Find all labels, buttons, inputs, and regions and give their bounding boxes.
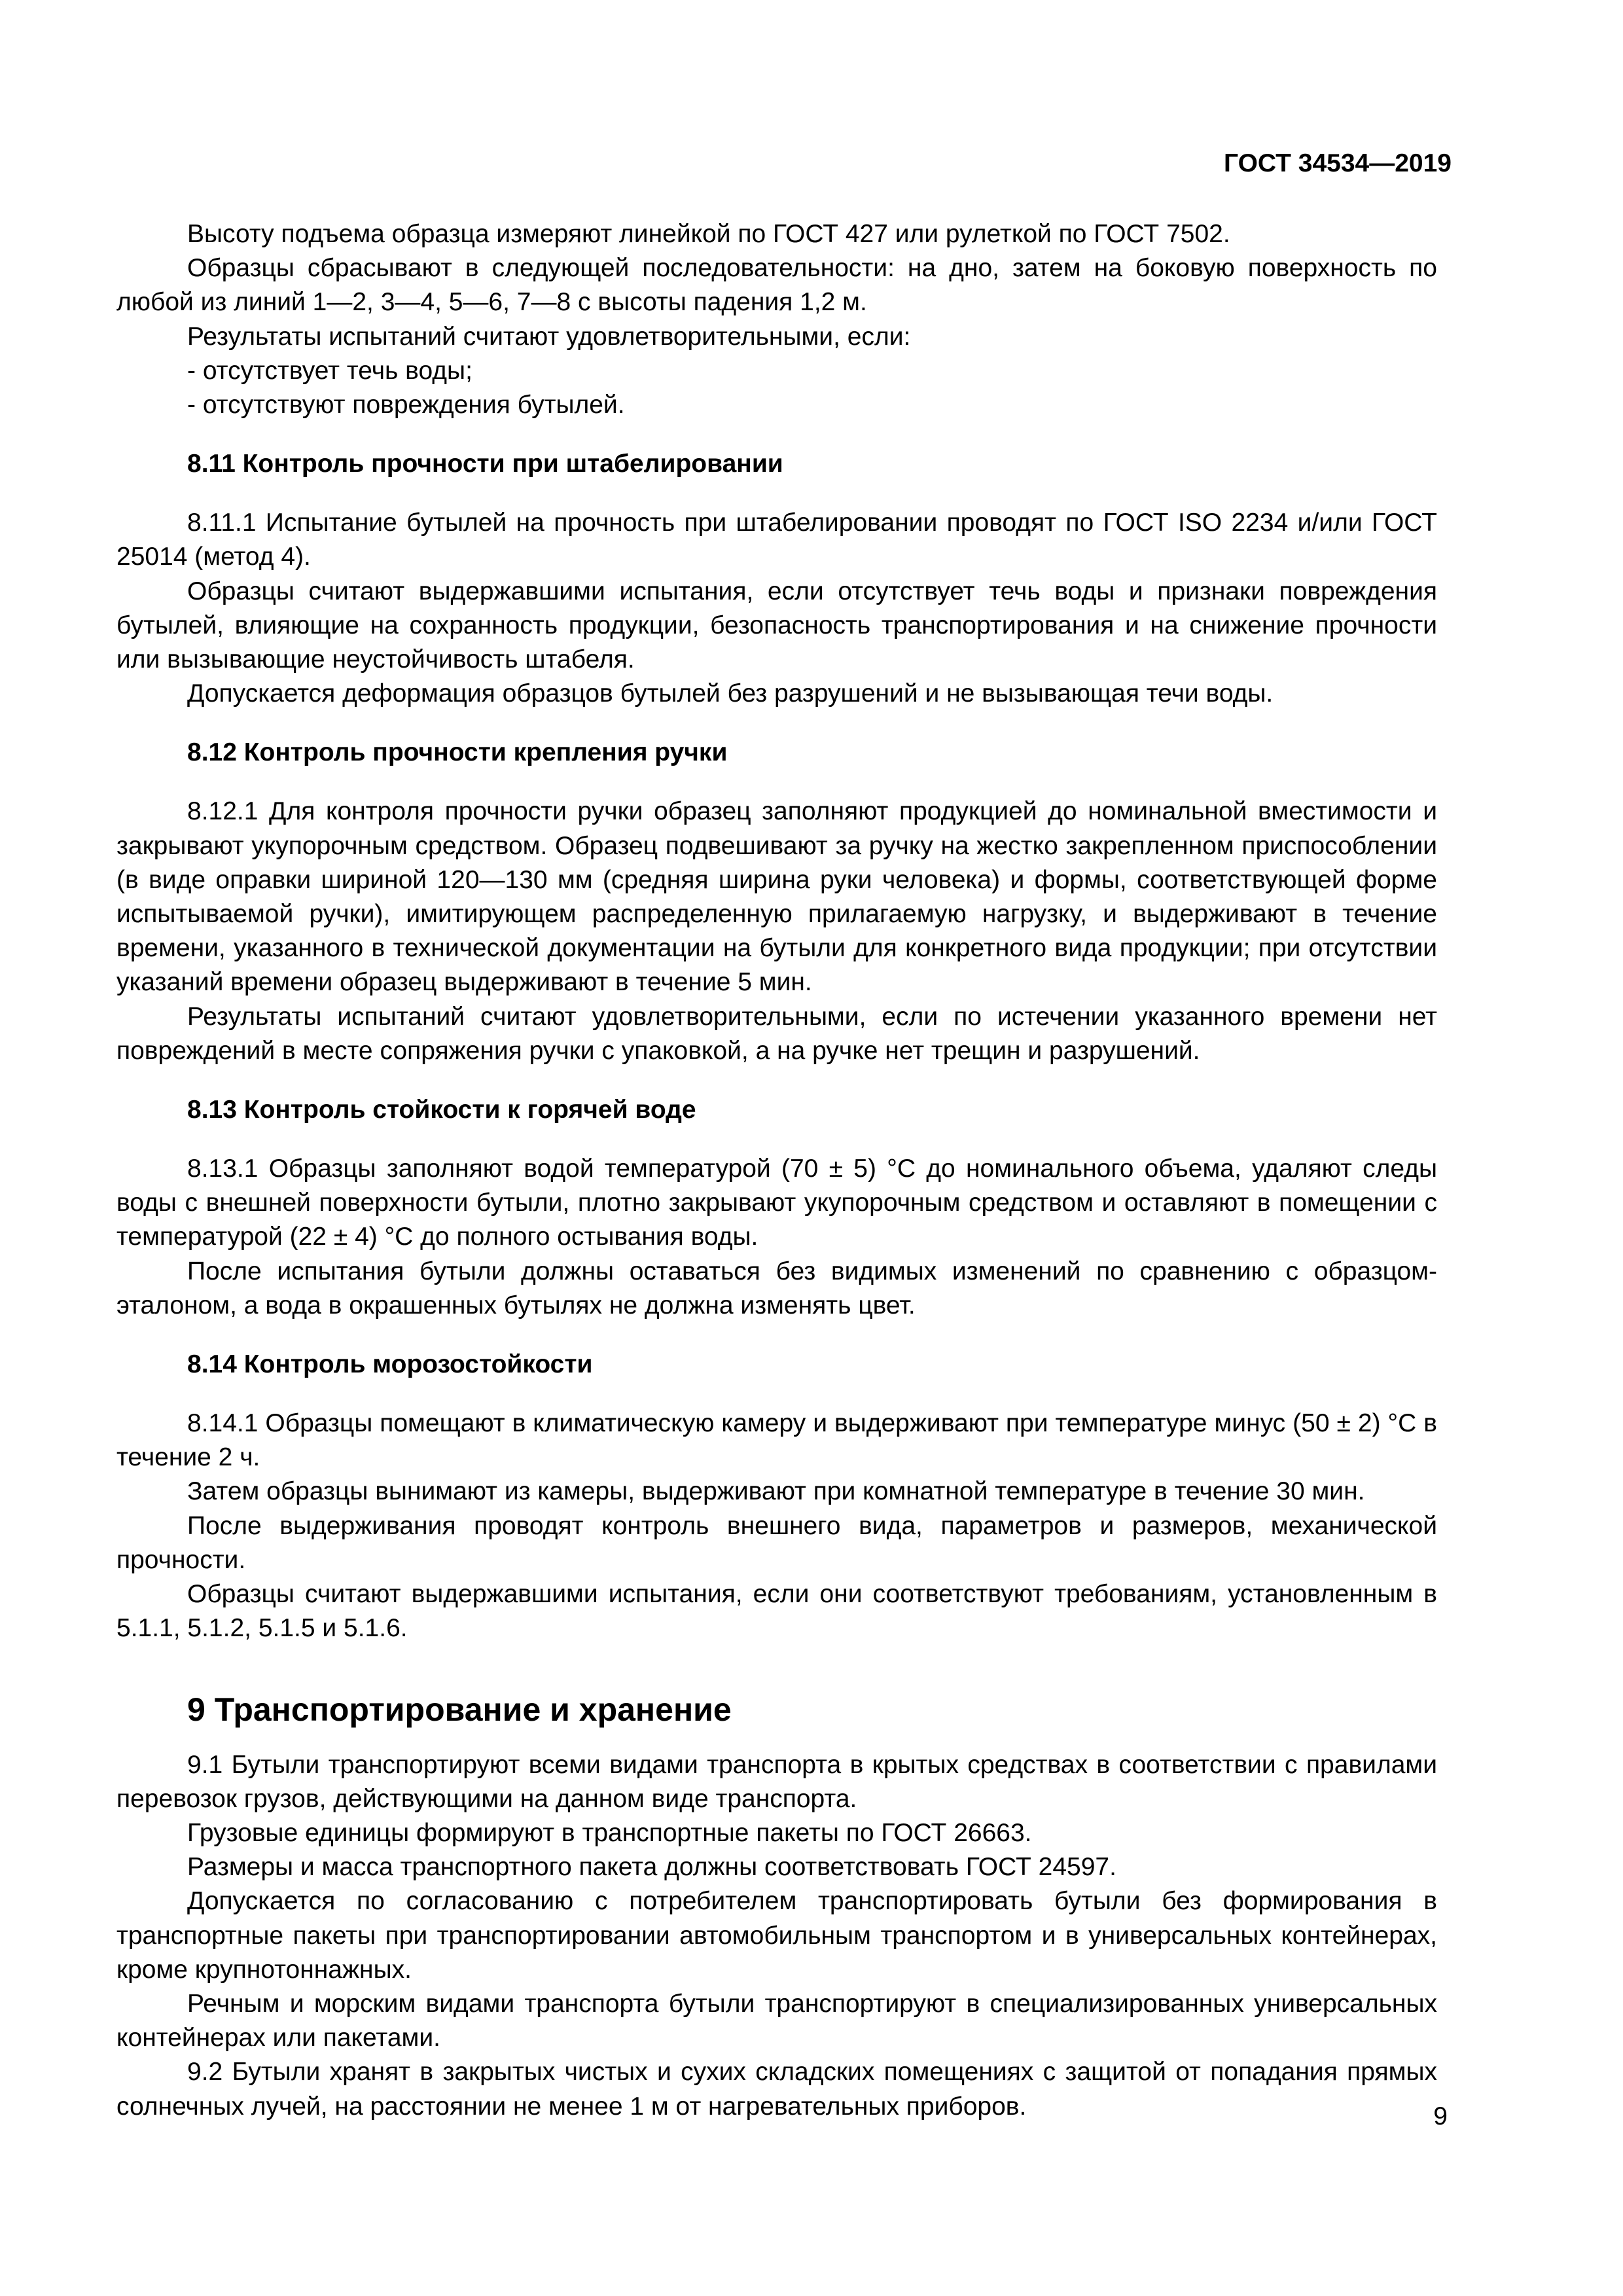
section-heading-9: 9 Транспортирование и хранение bbox=[187, 1691, 732, 1728]
paragraph: Образцы считают выдержавшими испытания, если они соответствуют требованиям, установленным в 5.1.1, 5.1.2, 5.1.5 и 5.1.6. bbox=[116, 1580, 1437, 1643]
paragraph: Высоту подъема образца измеряют линейкой по ГОСТ 427 или рулеткой по ГОСТ 7502. bbox=[187, 220, 1230, 248]
paragraph: Допускается по согласованию с потребителем транспортировать бутыли без формирования в транспортные пакеты при транспортировании автомобильным транспортом и в универсальных контейнерах, кроме крупнотоннажных. bbox=[116, 1887, 1437, 1984]
paragraph: Результаты испытаний считают удовлетворительными, если: bbox=[187, 322, 911, 351]
paragraph: После испытания бутыли должны оставаться без видимых изменений по сравнению с образцом-эталоном, а вода в окрашенных бутылях не должна изменять цвет. bbox=[116, 1257, 1437, 1319]
paragraph: Образцы сбрасывают в следующей последовательности: на дно, затем на боковую поверхность по любой из линий 1—2, 3—4, 5—6, 7—8 с высоты падения 1,2 м. bbox=[116, 254, 1437, 317]
paragraph: Результаты испытаний считают удовлетворительными, если по истечении указанного времени нет повреждений в месте сопряжения ручки с упаковкой, а на ручке нет трещин и разрушений. bbox=[116, 1002, 1437, 1065]
page-body bbox=[116, 217, 1437, 2124]
paragraph: Образцы считают выдержавшими испытания, если отсутствует течь воды и признаки повреждения бутылей, влияющие на сохранность продукции, безопасность транспортирования и на снижение прочности или вызывающие неустойчивость штабеля. bbox=[116, 577, 1437, 674]
paragraph: 8.13.1 Образцы заполняют водой температурой (70 ± 5) °С до номинального объема, удаляют следы воды с внешней поверхности бутыли, плотно закрывают укупорочным средством и оставляют в помещении с температурой (22 ± 4) °С до полного остывания воды. bbox=[116, 1155, 1437, 1251]
paragraph: 8.12.1 Для контроля прочности ручки образец заполняют продукцией до номинальной вместимости и закрывают укупорочным средством. Образец подвешивают за ручку на жестко закрепленном приспособлении (в виде оправки шириной 120—130 мм (средняя ширина руки человека) и формы, соответствующей форме испытываемой ручки), имитирующем распределенную прилагаемую нагрузку, и выдерживают в течение времени, указанного в технической документации на бутыли для конкретного вида продукции; при отсутствии указаний времени образец выдерживают в течение 5 мин. bbox=[116, 797, 1437, 997]
section-heading-8-11: 8.11 Контроль прочности при штабелировании bbox=[187, 450, 783, 478]
document-id-header: ГОСТ 34534—2019 bbox=[1224, 149, 1452, 177]
list-item: - отсутствуют повреждения бутылей. bbox=[187, 391, 625, 420]
section-heading-8-13: 8.13 Контроль стойкости к горячей воде bbox=[187, 1096, 696, 1124]
paragraph: 9.1 Бутыли транспортируют всеми видами транспорта в крытых средствах в соответствии с правилами перевозок грузов, действующими на данном виде транспорта. bbox=[116, 1750, 1437, 1813]
paragraph: Речным и морским видами транспорта бутыли транспортируют в специализированных универсальных контейнерах или пакетами. bbox=[116, 1989, 1437, 2053]
paragraph: 9.2 Бутыли хранят в закрытых чистых и сухих складских помещениях с защитой от попадания прямых солнечных лучей, на расстоянии не менее 1 м от нагревательных приборов. bbox=[116, 2058, 1437, 2121]
section-heading-8-14: 8.14 Контроль морозостойкости bbox=[187, 1350, 593, 1379]
paragraph: 8.11.1 Испытание бутылей на прочность при штабелировании проводят по ГОСТ ISO 2234 и/или ГОСТ 25014 (метод 4). bbox=[116, 509, 1437, 571]
paragraph: Грузовые единицы формируют в транспортные пакеты по ГОСТ 26663. bbox=[187, 1818, 1032, 1847]
section-heading-8-12: 8.12 Контроль прочности крепления ручки bbox=[187, 738, 728, 767]
list-item: - отсутствует течь воды; bbox=[187, 356, 473, 385]
paragraph: После выдерживания проводят контроль внешнего вида, параметров и размеров, механической прочности. bbox=[116, 1511, 1437, 1574]
page-number: 9 bbox=[1433, 2102, 1448, 2130]
paragraph: Допускается деформация образцов бутылей без разрушений и не вызывающая течи воды. bbox=[187, 679, 1274, 708]
paragraph: Затем образцы вынимают из камеры, выдерживают при комнатной температуре в течение 30 мин. bbox=[187, 1477, 1365, 1506]
paragraph: 8.14.1 Образцы помещают в климатическую камеру и выдерживают при температуре минус (50 ± 2) °С в течение 2 ч. bbox=[116, 1409, 1437, 1472]
paragraph: Размеры и масса транспортного пакета должны соответствовать ГОСТ 24597. bbox=[187, 1853, 1116, 1882]
